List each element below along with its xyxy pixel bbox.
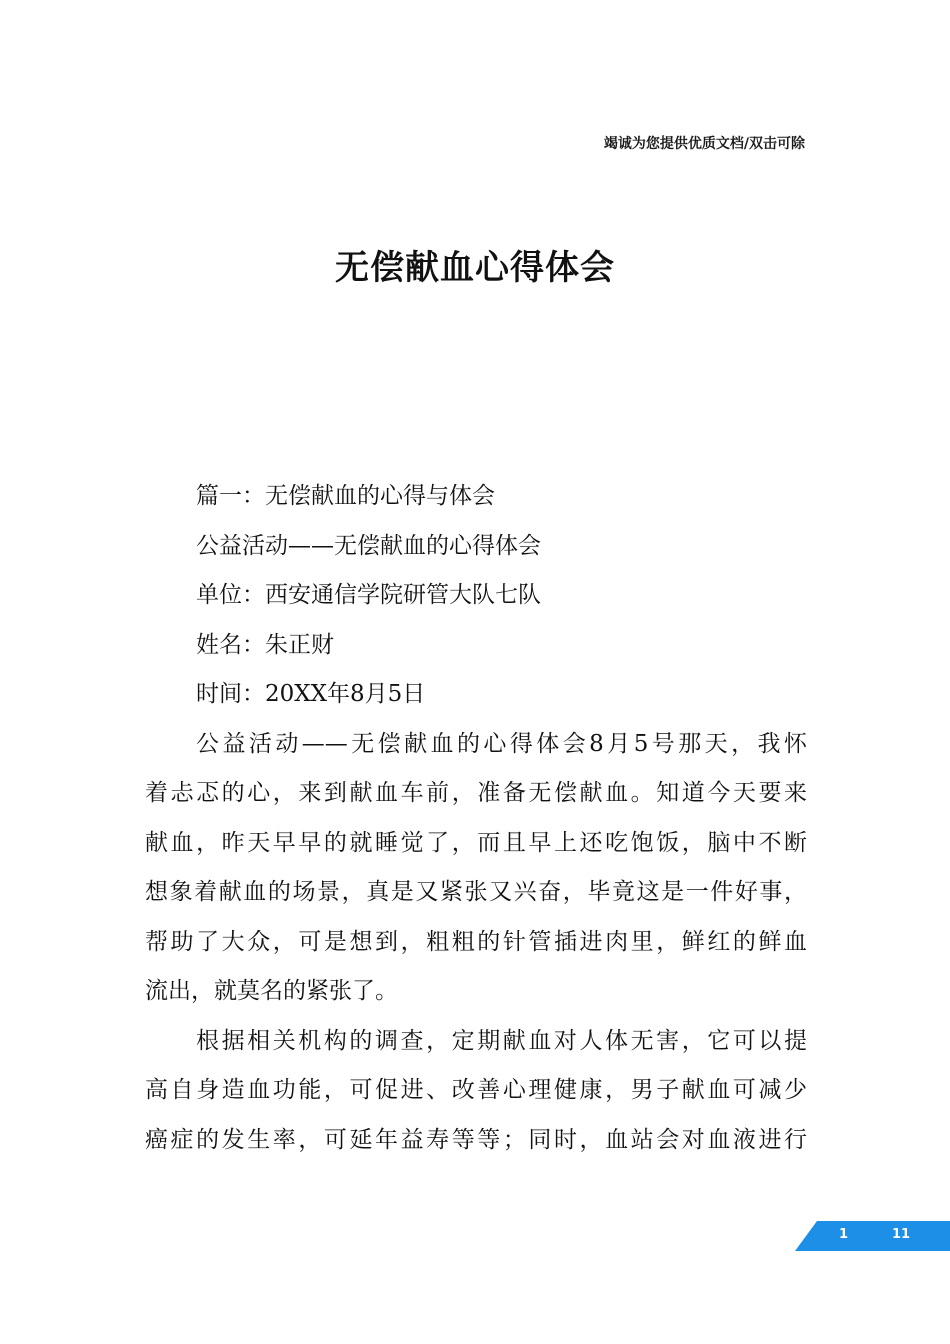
paragraph-line: 流出，就莫名的紧张了。: [145, 978, 398, 1004]
meta-line: 公益活动——无偿献血的心得体会: [196, 532, 541, 559]
paragraph-line: 献血，昨天早早的就睡觉了，而且早上还吃饱饭，脑中不断: [145, 829, 807, 856]
header-note: 竭诚为您提供优质文档/双击可除: [603, 136, 805, 152]
meta-line: 单位：西安通信学院研管大队七队: [196, 582, 541, 608]
meta-line: 时间：20XX年8月5日: [196, 681, 426, 707]
page-indicator: [795, 1221, 950, 1251]
paragraph-line: 高自身造血功能，可促进、改善心理健康，男子献血可减少: [145, 1077, 807, 1103]
paragraph-line: 根据相关机构的调查，定期献血对人体无害，它可以提: [196, 1027, 807, 1054]
paragraph-line: 帮助了大众，可是想到，粗粗的针管插进肉里，鲜红的鲜血: [145, 928, 807, 955]
document-body: [145, 472, 807, 1165]
meta-line: 篇一：无偿献血的心得与体会: [196, 483, 495, 509]
page-tab-shape: [795, 1221, 950, 1251]
page-total: 11: [892, 1227, 911, 1242]
document-title: 无偿献血心得体会: [335, 248, 615, 288]
paragraph-line: 着忐忑的心，来到献血车前，准备无偿献血。知道今天要来: [145, 780, 807, 806]
paragraph-line: 公益活动——无偿献血的心得体会8月5号那天，我怀: [196, 730, 807, 757]
page-number: 1: [839, 1227, 849, 1242]
paragraph-line: 癌症的发生率，可延年益寿等等；同时，血站会对血液进行: [145, 1126, 807, 1153]
meta-line: 姓名：朱正财: [196, 631, 334, 658]
paragraph-line: 想象着献血的场景，真是又紧张又兴奋，毕竟这是一件好事，: [145, 879, 807, 905]
